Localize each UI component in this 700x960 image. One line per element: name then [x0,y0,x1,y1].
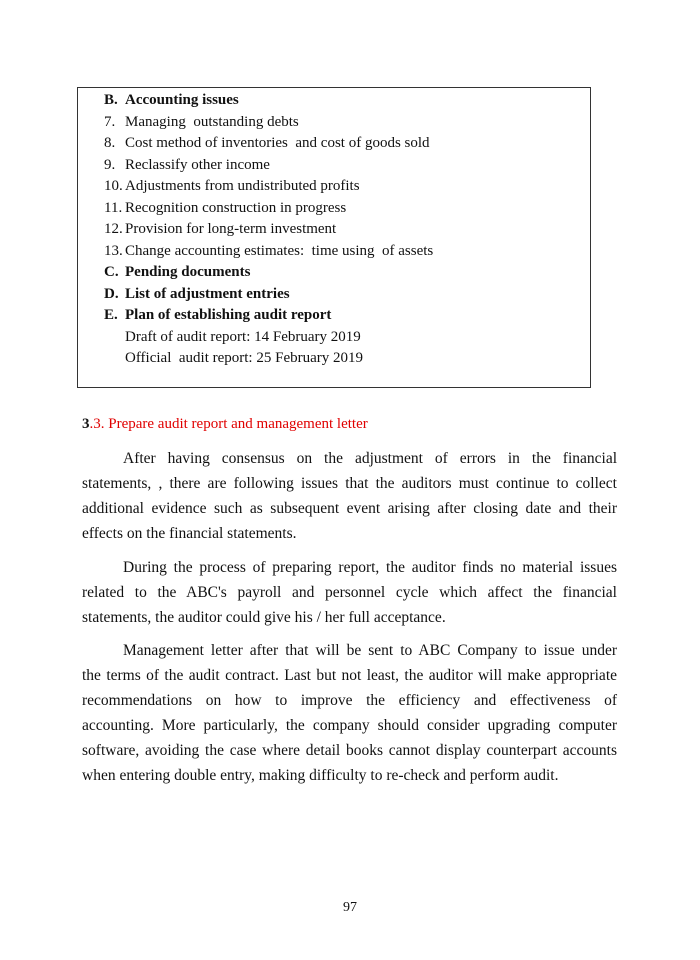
outline-item-text: Cost method of inventories and cost of goods sold [125,135,430,151]
report-date: Official audit report: 25 February 2019 [125,350,363,366]
outline-item [104,242,433,260]
paragraph-line: statements, the auditor could give his / her full acceptance. [82,609,446,626]
body-paragraph [82,446,617,546]
section-title: .3. Prepare audit report and management letter [89,416,368,432]
outline-item-number: 10. [104,178,123,194]
paragraph-line: During the process of preparing report, the auditor finds no material issues [123,559,617,576]
paragraph-line: additional evidence such as subsequent event arising after closing date and their [82,500,617,517]
outline-item-number: C. [104,264,119,280]
outline-item-text: Managing outstanding debts [125,113,299,130]
paragraph-line: statements, , there are following issues that the auditors must continue to collect [82,475,617,492]
section-heading [82,416,368,433]
outline-item-text: Pending documents [125,264,251,280]
body-paragraph [82,555,617,630]
outline-item [104,113,299,131]
outline-item-number: 7. [104,113,116,130]
paragraph-line: recommendations on how to improve the efficiency and effectiveness of [82,692,617,709]
outline-item-text: Reclassify other income [125,156,270,173]
outline-item-text: Recognition construction in progress [125,199,347,216]
outline-item-text: List of adjustment entries [125,285,290,302]
outline-item-text: Plan of establishing audit report [125,307,332,323]
outline-item-number: 12. [104,221,123,237]
body-paragraph [82,638,617,788]
outline-item-number: 13. [104,242,123,259]
paragraph-line: software, avoiding the case where detail books cannot display counterpart accounts [82,742,617,759]
paragraph-line: related to the ABC's payroll and personnel cycle which affect the financial [82,584,617,601]
outline-item [104,134,430,152]
outline-item-number: 11. [104,199,123,216]
paragraph-line: accounting. More particularly, the company should consider upgrading computer [82,717,617,734]
paragraph-line: Management letter after that will be sent to ABC Company to issue under [123,642,617,659]
paragraph-line: when entering double entry, making difficulty to re-check and perform audit. [82,767,559,784]
outline-item [104,177,360,195]
outline-item [104,199,346,217]
outline-item-number: 9. [104,156,116,173]
report-date: Draft of audit report: 14 February 2019 [125,328,361,345]
paragraph-line: After having consensus on the adjustment of errors in the financial [123,450,617,467]
outline-item-text: Change accounting estimates: time using of assets [125,242,434,259]
outline-item-text: Provision for long-term investment [125,221,337,237]
outline-item-number: 8. [104,135,116,151]
outline-item [104,306,331,324]
outline-item [104,263,250,281]
outline-item-number: D. [104,285,119,302]
outline-item-text: Accounting issues [125,92,239,108]
section-number: 3 [82,416,90,432]
outline-item-text: Adjustments from undistributed profits [125,178,360,194]
outline-item [104,220,336,238]
paragraph-line: the terms of the audit contract. Last but not least, the auditor will make appropriate [82,667,617,684]
outline-item [104,91,239,109]
audit-plan-box [77,87,591,388]
page-number: 97 [343,900,357,915]
outline-item-number: E. [104,307,118,323]
outline-item-number: B. [104,92,118,108]
paragraph-line: effects on the financial statements. [82,525,297,542]
outline-item [104,156,270,174]
outline-item [104,285,290,303]
